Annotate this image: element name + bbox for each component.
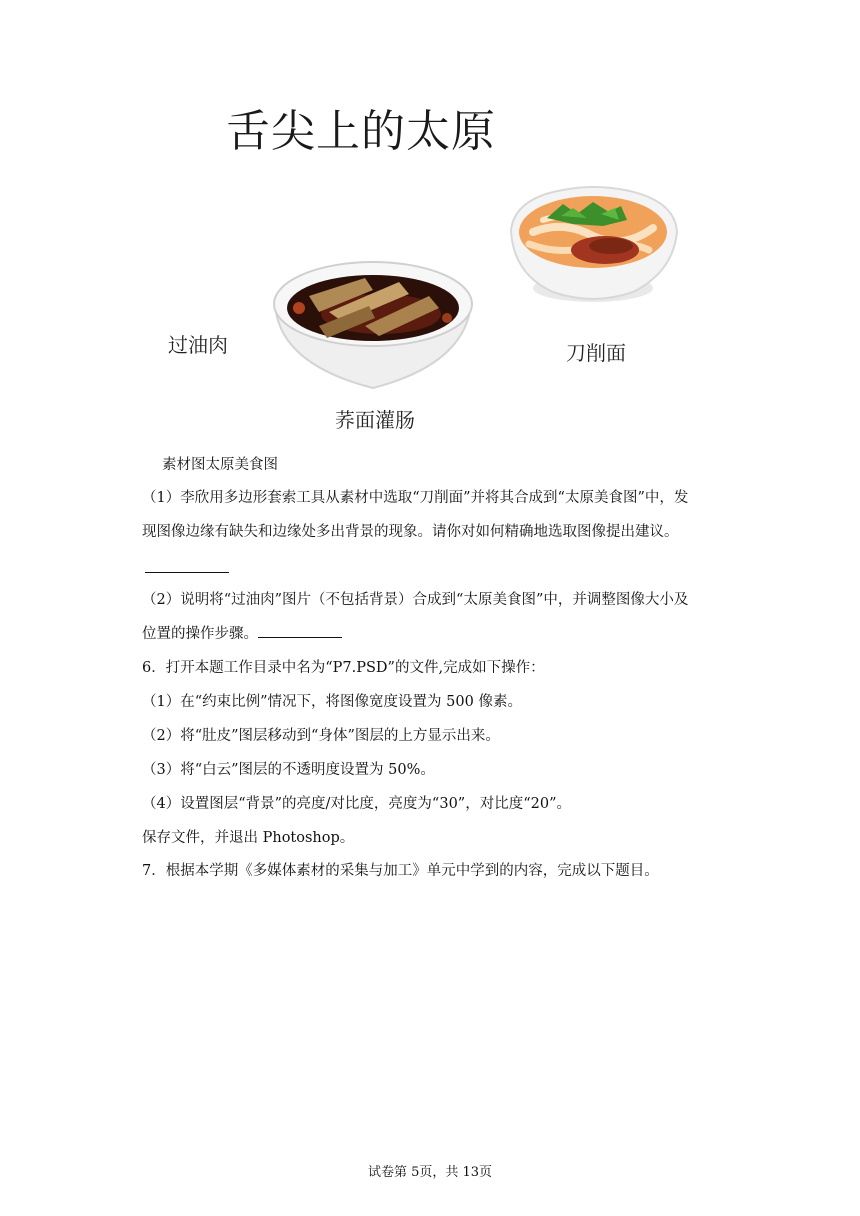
label-daoxiaomian: 刀削面 [566, 341, 626, 365]
question-6-item-2: （2）将“肚皮”图层移动到“身体”图层的上方显示出来。 [142, 728, 500, 744]
answer-blank-1 [145, 572, 229, 573]
question-1-line-2: 现图像边缘有缺失和边缘处多出背景的现象。请你对如何精确地选取图像提出建议。 [142, 524, 679, 540]
label-qiaomian-guanchang: 荞面灌肠 [335, 408, 415, 432]
question-2-line-2: 位置的操作步骤。 [142, 626, 258, 642]
figure-caption: 素材图太原美食图 [162, 457, 278, 473]
answer-blank-2 [258, 623, 342, 638]
question-6-title: 6．打开本题工作目录中名为“P7.PSD”的文件,完成如下操作： [142, 660, 545, 676]
page-footer: 试卷第 5页，共 13页 [367, 1165, 493, 1180]
question-2-line-1: （2）说明将“过油肉”图片（不包括背景）合成到“太原美食图”中，并调整图像大小及 [142, 592, 689, 608]
question-2-line-2-wrap [142, 623, 342, 644]
poster-title: 舌尖上的太原 [226, 106, 496, 157]
question-7-title: 7．根据本学期《多媒体素材的采集与加工》单元中学到的内容，完成以下题目。 [142, 863, 659, 879]
question-6-item-1: （1）在“约束比例”情况下，将图像宽度设置为 500 像素。 [142, 694, 522, 710]
question-6-item-4: （4）设置图层“背景”的亮度/对比度，亮度为“30”，对比度“20”。 [142, 796, 571, 812]
qiaomian-guanchang-image [269, 256, 477, 394]
label-guoyourou: 过油肉 [168, 333, 228, 357]
question-6-item-3: （3）将“白云”图层的不透明度设置为 50%。 [142, 762, 435, 778]
question-6-save: 保存文件，并退出 Photoshop。 [142, 830, 355, 846]
question-1-line-1: （1）李欣用多边形套索工具从素材中选取“刀削面”并将其合成到“太原美食图”中，发 [142, 490, 689, 506]
daoxiaomian-image [503, 180, 683, 308]
